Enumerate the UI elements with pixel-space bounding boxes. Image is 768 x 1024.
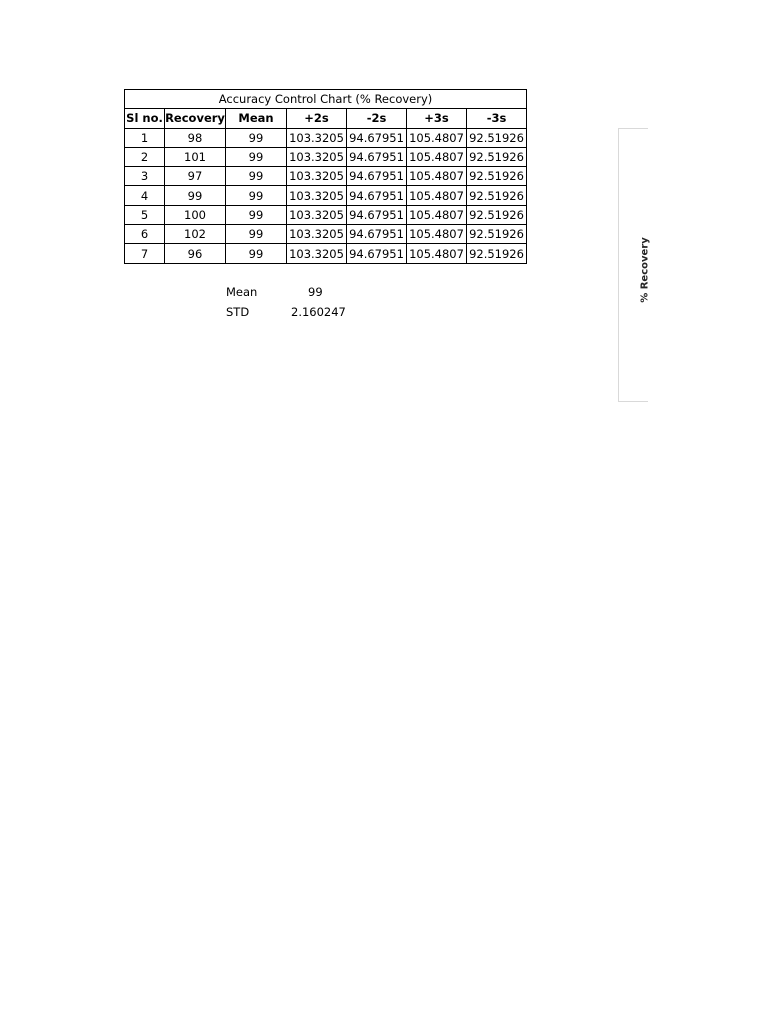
column-header-sl-no: Sl no. [125,109,165,128]
cell-mean: 99 [226,244,287,263]
cell-mean: 99 [226,205,287,224]
cell-plus-2s: 103.3205 [287,225,347,244]
cell-sl-no: 6 [125,225,165,244]
table-row [125,147,527,166]
cell-recovery: 99 [165,186,226,205]
cell-mean: 99 [226,167,287,186]
cell-minus-3s: 92.51926 [467,205,527,224]
cell-recovery: 102 [165,225,226,244]
table-title-row [125,90,527,109]
cell-sl-no: 7 [125,244,165,263]
cell-plus-2s: 103.3205 [287,205,347,224]
std-value: 2.160247 [291,305,346,319]
accuracy-control-table [124,89,527,264]
column-header-minus-3s: -3s [467,109,527,128]
cell-minus-3s: 92.51926 [467,147,527,166]
cell-recovery: 101 [165,147,226,166]
cell-plus-3s: 105.4807 [407,244,467,263]
cell-minus-2s: 94.67951 [347,128,407,147]
cell-plus-3s: 105.4807 [407,186,467,205]
cell-mean: 99 [226,186,287,205]
cell-minus-3s: 92.51926 [467,186,527,205]
cell-mean: 99 [226,147,287,166]
chart-y-axis-title: % Recovery [639,237,651,303]
cell-minus-2s: 94.67951 [347,205,407,224]
cell-plus-3s: 105.4807 [407,167,467,186]
cell-plus-3s: 105.4807 [407,205,467,224]
cell-minus-2s: 94.67951 [347,147,407,166]
cell-plus-3s: 105.4807 [407,225,467,244]
table-row [125,186,527,205]
cell-sl-no: 1 [125,128,165,147]
std-label: STD [226,305,250,319]
cell-sl-no: 2 [125,147,165,166]
cell-minus-2s: 94.67951 [347,167,407,186]
table-row [125,167,527,186]
cell-recovery: 96 [165,244,226,263]
cell-recovery: 100 [165,205,226,224]
column-header-mean: Mean [226,109,287,128]
cell-recovery: 98 [165,128,226,147]
cell-mean: 99 [226,128,287,147]
mean-label: Mean [226,285,258,299]
cell-minus-3s: 92.51926 [467,225,527,244]
column-header-minus-2s: -2s [347,109,407,128]
column-header-plus-3s: +3s [407,109,467,128]
cell-minus-3s: 92.51926 [467,128,527,147]
cell-minus-3s: 92.51926 [467,167,527,186]
cell-sl-no: 5 [125,205,165,224]
table-title: Accuracy Control Chart (% Recovery) [125,90,527,109]
column-header-recovery: Recovery [165,109,226,128]
cell-plus-2s: 103.3205 [287,186,347,205]
cell-plus-2s: 103.3205 [287,244,347,263]
cell-minus-2s: 94.67951 [347,225,407,244]
cell-minus-3s: 92.51926 [467,244,527,263]
cell-recovery: 97 [165,167,226,186]
table-row [125,225,527,244]
cell-plus-3s: 105.4807 [407,128,467,147]
cell-sl-no: 4 [125,186,165,205]
table-row [125,205,527,224]
cell-plus-2s: 103.3205 [287,128,347,147]
cell-mean: 99 [226,225,287,244]
cell-plus-2s: 103.3205 [287,167,347,186]
table-header-row [125,109,527,128]
cell-minus-2s: 94.67951 [347,186,407,205]
cell-plus-2s: 103.3205 [287,147,347,166]
table-row [125,128,527,147]
mean-value: 99 [308,285,323,299]
column-header-plus-2s: +2s [287,109,347,128]
cell-minus-2s: 94.67951 [347,244,407,263]
table-row [125,244,527,263]
cell-sl-no: 3 [125,167,165,186]
cell-plus-3s: 105.4807 [407,147,467,166]
